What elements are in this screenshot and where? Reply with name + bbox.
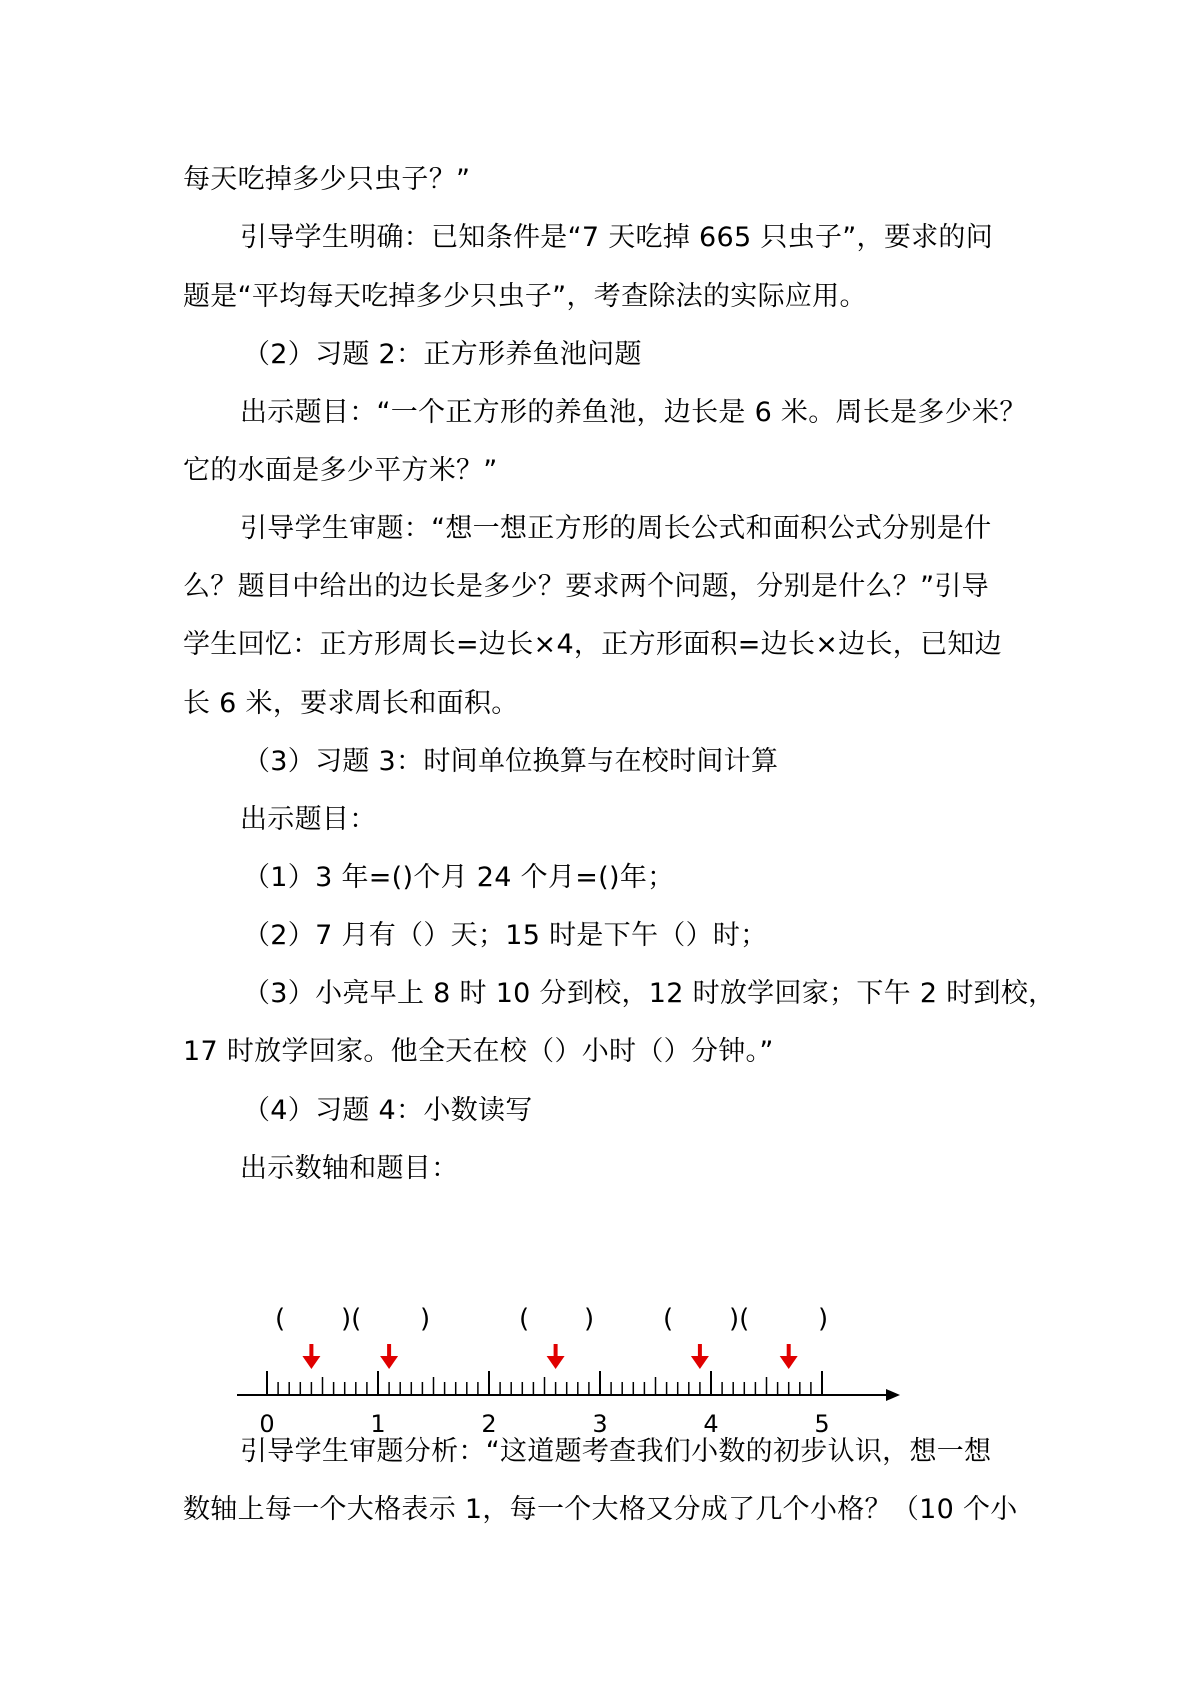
tick-label: 2 <box>481 1410 497 1438</box>
paragraph-line: 数轴上每一个大格表示 1，每一个大格又分成了几个小格？（10 个小 <box>183 1494 1018 1525</box>
paragraph-line: 学生回忆：正方形周长=边长×4，正方形面积=边长×边长，已知边 <box>183 629 1002 660</box>
red-arrow <box>380 1344 398 1369</box>
section-heading: （2）习题 2：正方形养鱼池问题 <box>243 339 642 370</box>
question-item: （3）小亮早上 8 时 10 分到校，12 时放学回家；下午 2 时到校， <box>243 978 1056 1009</box>
paragraph-line: 出示数轴和题目： <box>240 1153 459 1184</box>
bracket-text: )( <box>729 1304 750 1334</box>
red-arrow-head <box>302 1356 320 1369</box>
section-heading: （4）习题 4：小数读写 <box>243 1095 533 1126</box>
paragraph-line: 引导学生审题分析：“这道题考查我们小数的初步认识，想一想 <box>240 1436 992 1467</box>
red-arrow-head <box>380 1356 398 1369</box>
tick-label: 1 <box>370 1410 386 1438</box>
bracket-text: ( <box>663 1304 674 1334</box>
bracket-text: ) <box>420 1304 431 1334</box>
red-arrow <box>302 1344 320 1369</box>
bracket-text: ( <box>519 1304 530 1334</box>
bracket-text: ) <box>818 1304 829 1334</box>
red-arrows <box>302 1344 797 1369</box>
section-heading: （3）习题 3：时间单位换算与在校时间计算 <box>243 746 779 777</box>
tick-label: 5 <box>814 1410 830 1438</box>
bracket-text: )( <box>341 1304 362 1334</box>
red-arrow-head <box>780 1356 798 1369</box>
paragraph-line: 题是“平均每天吃掉多少只虫子”，考查除法的实际应用。 <box>183 281 867 312</box>
answer-brackets <box>275 1304 828 1334</box>
tick-label: 0 <box>259 1410 275 1438</box>
red-arrow-head <box>547 1356 565 1369</box>
red-arrow-head <box>691 1356 709 1369</box>
paragraph-line: 它的水面是多少平方米？” <box>183 455 498 486</box>
question-item: （1）3 年=()个月 24 个月=()年； <box>243 862 675 893</box>
axis-arrowhead <box>886 1389 900 1401</box>
paragraph-line: 长 6 米，要求周长和面积。 <box>183 688 519 719</box>
tick-label: 4 <box>703 1410 719 1438</box>
question-item: （2）7 月有（）天；15 时是下午（）时； <box>243 920 768 951</box>
red-arrow <box>547 1344 565 1369</box>
paragraph-line: 么？题目中给出的边长是多少？要求两个问题，分别是什么？”引导 <box>183 571 989 602</box>
tick-label: 3 <box>592 1410 608 1438</box>
paragraph-line: 引导学生明确：已知条件是“7 天吃掉 665 只虫子”，要求的问 <box>240 222 994 253</box>
paragraph-line: 每天吃掉多少只虫子？” <box>183 164 471 195</box>
paragraph-line: 出示题目：“一个正方形的养鱼池，边长是 6 米。周长是多少米？ <box>240 397 1027 428</box>
red-arrow <box>691 1344 709 1369</box>
paragraph-line: 17 时放学回家。他全天在校（）小时（）分钟。” <box>183 1036 774 1067</box>
bracket-text: ) <box>584 1304 595 1334</box>
red-arrow <box>780 1344 798 1369</box>
paragraph-line: 引导学生审题：“想一想正方形的周长公式和面积公式分别是什 <box>240 513 992 544</box>
number-line-axis <box>237 1371 900 1401</box>
paragraph-line: 出示题目： <box>240 804 377 835</box>
bracket-text: ( <box>275 1304 286 1334</box>
